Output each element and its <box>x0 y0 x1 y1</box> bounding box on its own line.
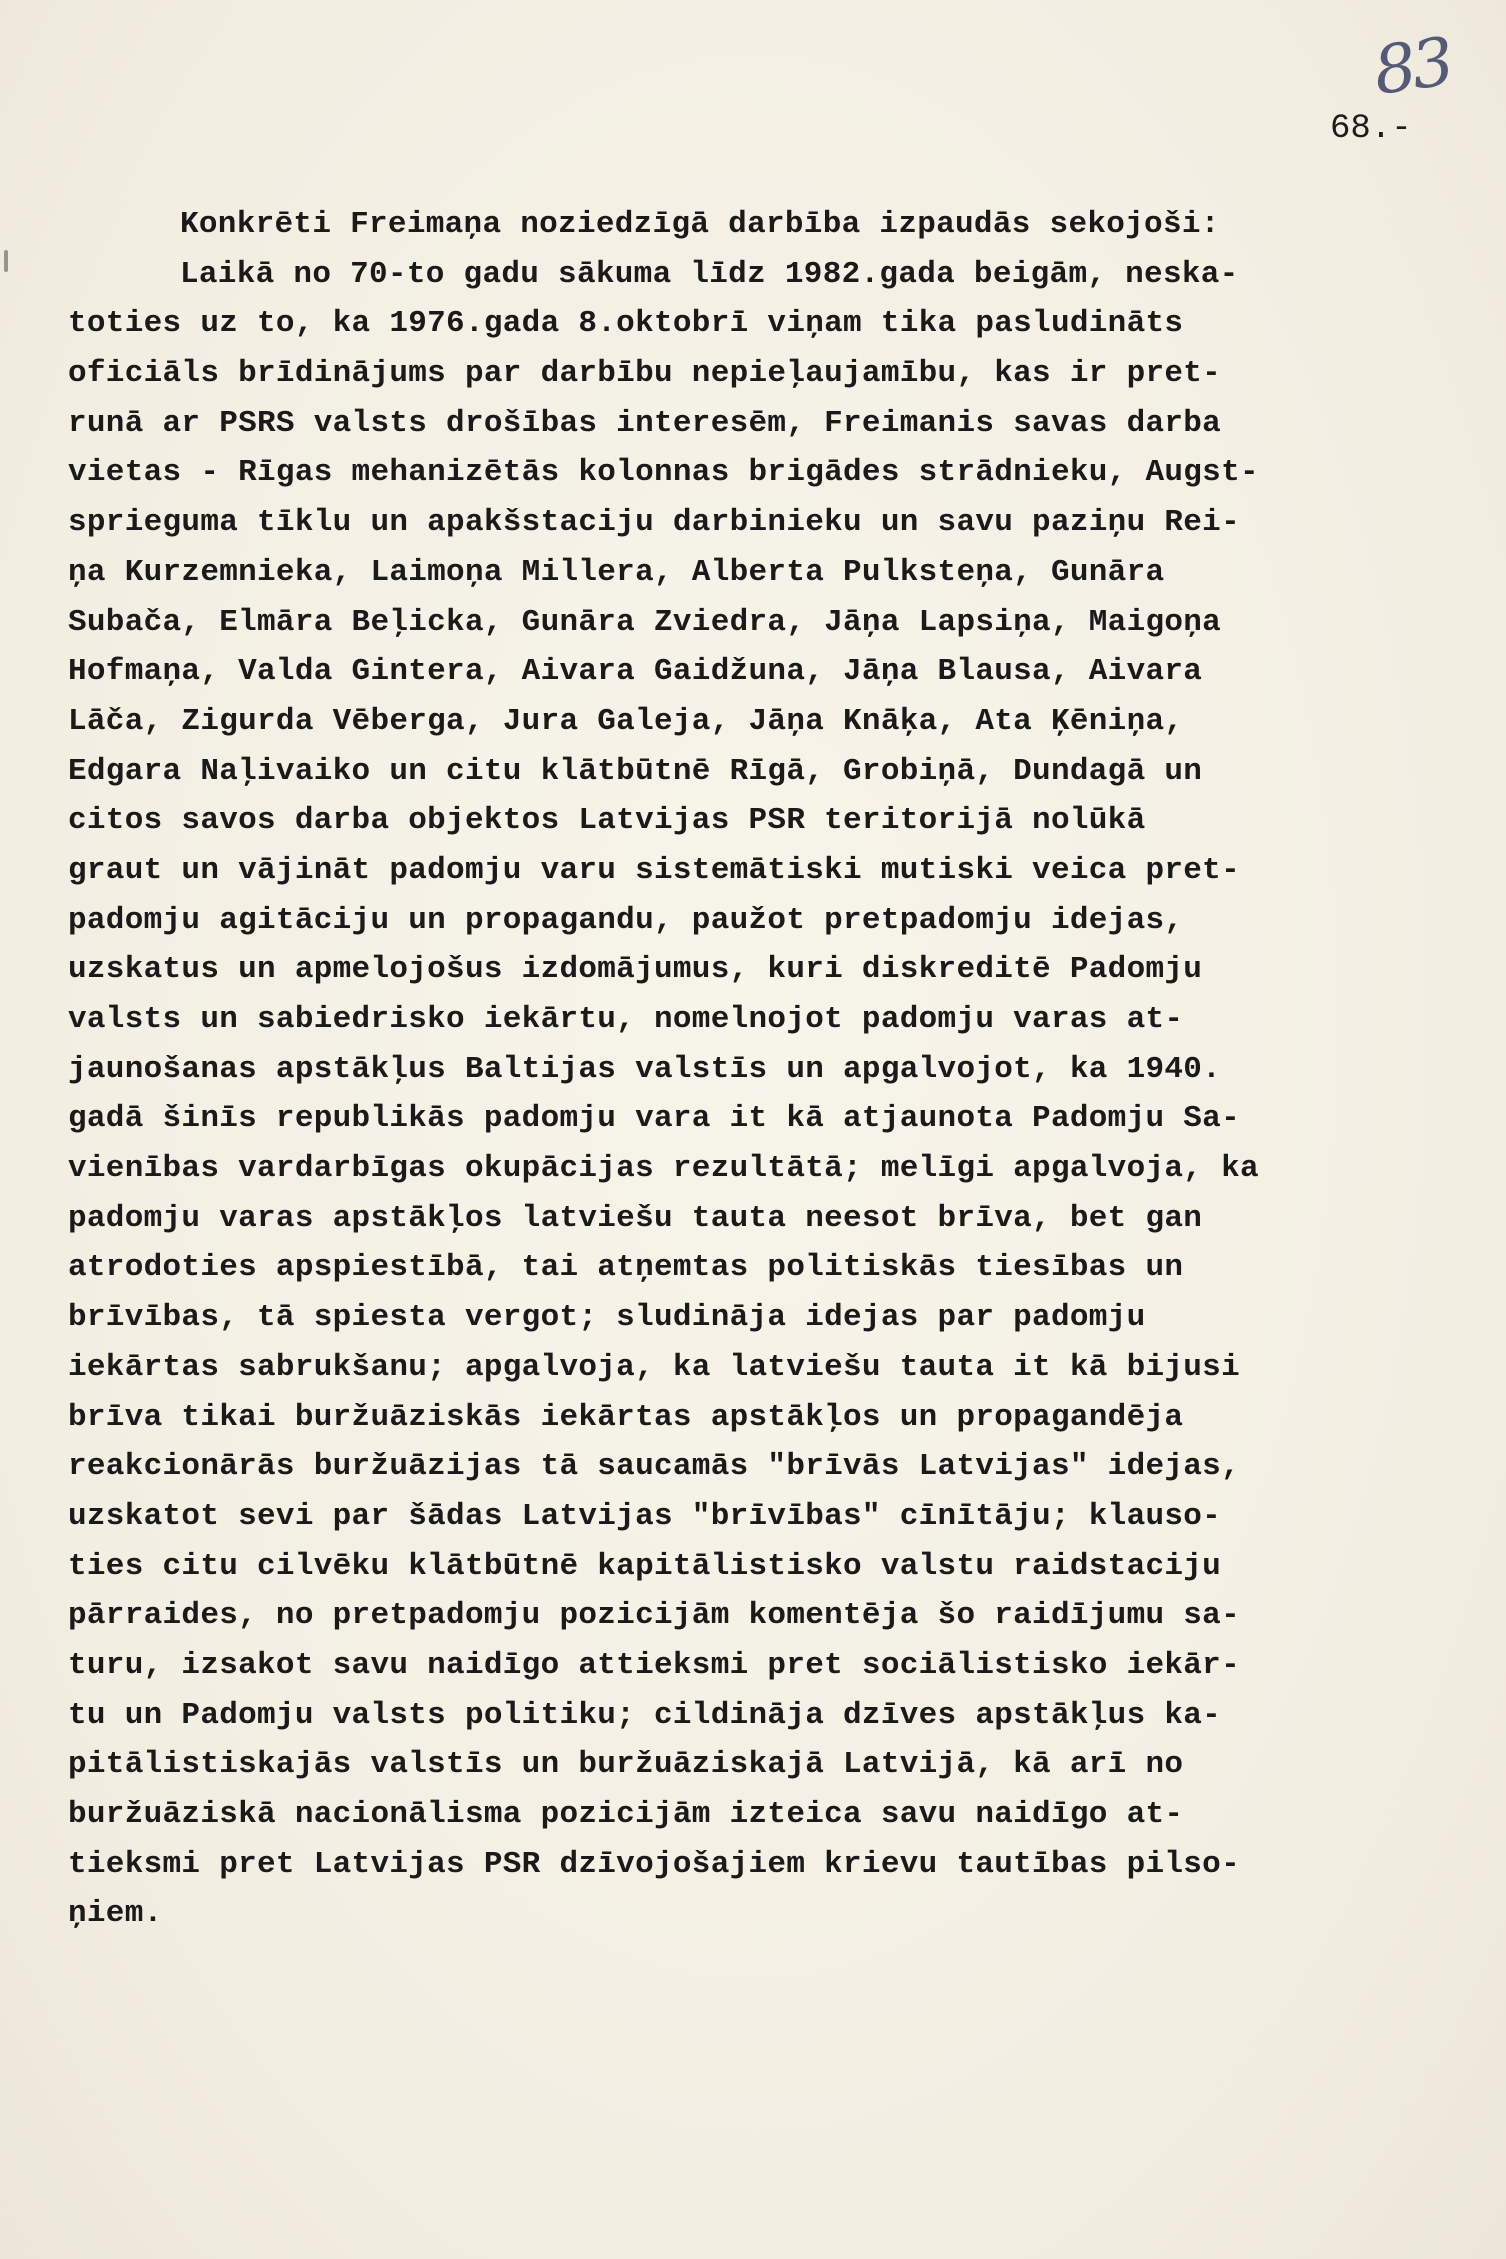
text-line: ties citu cilvēku klātbūtnē kapitālistisko valstu raidstaciju <box>68 1548 1222 1584</box>
text-line: tu un Padomju valsts politiku; cildināja dzīves apstākļus ka- <box>68 1697 1222 1733</box>
text-line: uzskatot sevi par šādas Latvijas "brīvības" cīnītāju; klauso- <box>68 1498 1222 1534</box>
text-line: runā ar PSRS valsts drošības interesēm, Freimanis savas darba <box>68 405 1222 441</box>
margin-mark <box>4 250 8 272</box>
handwritten-page-number: 83 <box>1369 23 1455 110</box>
text-line: sprieguma tīklu un apakšstaciju darbinieku un savu paziņu Rei- <box>68 505 1240 541</box>
page-number: 68.- <box>1330 110 1412 148</box>
text-line: valsts un sabiedrisko iekārtu, nomelnojot padomju varas at- <box>68 1002 1184 1037</box>
text-line: iekārtas sabrukšanu; apgalvoja, ka latviešu tauta it kā bijusi <box>68 1349 1240 1385</box>
text-line: uzskatus un apmelojošus izdomājumus, kuri diskreditē Padomju <box>68 952 1203 988</box>
text-line: vietas - Rīgas mehanizētās kolonnas brigādes strādnieku, Augst- <box>68 455 1259 491</box>
text-line: tieksmi pret Latvijas PSR dzīvojošajiem krievu tautības pilso- <box>68 1846 1240 1882</box>
text-line: gadā šinīs republikās padomju vara it kā atjaunota Padomju Sa- <box>68 1101 1240 1137</box>
text-line: reakcionārās buržuāzijas tā saucamās "brīvās Latvijas" idejas, <box>68 1449 1240 1485</box>
text-line: buržuāziskā nacionālisma pozicijām izteica savu naidīgo at- <box>68 1797 1184 1832</box>
text-line: padomju agitāciju un propagandu, paužot pretpadomju idejas, <box>68 902 1184 938</box>
text-line: Laikā no 70-to gadu sākuma līdz 1982.gada beigām, neska- <box>180 256 1239 292</box>
text-line: brīvības, tā spiesta vergot; sludināja idejas par padomju <box>68 1300 1146 1336</box>
text-line: pitālistiskajās valstīs un buržuāziskajā Latvijā, kā arī no <box>68 1747 1184 1783</box>
body-text <box>68 200 1448 1939</box>
text-line: ņa Kurzemnieka, Laimoņa Millera, Alberta Pulksteņa, Gunāra <box>68 554 1165 590</box>
text-line: citos savos darba objektos Latvijas PSR teritorijā nolūkā <box>68 803 1146 839</box>
text-line: Edgara Naļivaiko un citu klātbūtnē Rīgā, Grobiņā, Dundagā un <box>68 753 1203 789</box>
text-line: toties uz to, ka 1976.gada 8.oktobrī viņam tika pasludināts <box>68 306 1184 342</box>
text-line: turu, izsakot savu naidīgo attieksmi pret sociālistisko iekār- <box>68 1647 1240 1683</box>
text-line: pārraides, no pretpadomju pozicijām komentēja šo raidījumu sa- <box>68 1598 1240 1634</box>
text-line: Hofmaņa, Valda Gintera, Aivara Gaidžuna, Jāņa Blausa, Aivara <box>68 654 1203 690</box>
text-line: Lāča, Zigurda Vēberga, Jura Galeja, Jāņa Knāķa, Ata Ķēniņa, <box>68 703 1184 739</box>
text-line: jaunošanas apstākļus Baltijas valstīs un apgalvojot, ka 1940. <box>68 1051 1222 1087</box>
text-line: graut un vājināt padomju varu sistemātiski mutiski veica pret- <box>68 852 1240 888</box>
heading-line: Konkrēti Freimaņa noziedzīgā darbība izpaudās sekojoši: <box>180 207 1220 242</box>
text-line: atrodoties apspiestībā, tai atņemtas politiskās tiesības un <box>68 1250 1184 1286</box>
text-line: padomju varas apstākļos latviešu tauta neesot brīva, bet gan <box>68 1200 1203 1236</box>
text-line: ņiem. <box>68 1896 163 1932</box>
text-line: brīva tikai buržuāziskās iekārtas apstākļos un propagandēja <box>68 1399 1184 1435</box>
text-line: Subača, Elmāra Beļicka, Gunāra Zviedra, Jāņa Lapsiņa, Maigoņa <box>68 604 1222 640</box>
text-line: oficiāls brīdinājums par darbību nepieļaujamību, kas ir pret- <box>68 356 1222 392</box>
text-line: vienības vardarbīgas okupācijas rezultātā; melīgi apgalvoja, ka <box>68 1151 1259 1187</box>
